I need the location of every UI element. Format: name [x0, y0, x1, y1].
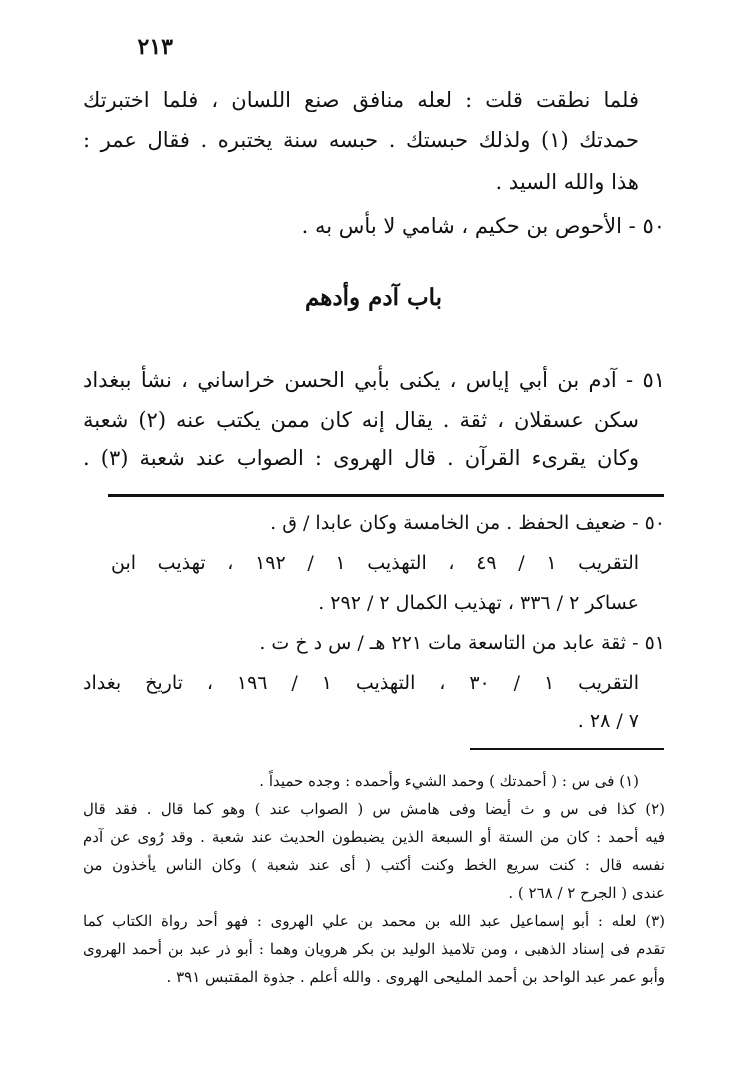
commentary-line: التقريب ١ / ٣٠ ، التهذيب ١ / ١٩٦ ، تاريخ بغداد [83, 672, 639, 694]
footnote-line: فيه أحمد : كان من الستة أو السبعة الذين يضبطون الحديث عند شعبة . وقد رُوى عن آدم [83, 828, 665, 846]
commentary-line: التقريب ١ / ٤٩ ، التهذيب ١ / ١٩٢ ، تهذيب ابن [111, 552, 640, 574]
footnote-line: (٣) لعله : أبو إسماعيل عبد الله بن محمد بن علي الهروى : فهو أحد رواة الكتاب كما [83, 912, 665, 930]
footnote-rule [470, 748, 664, 750]
divider-rule [108, 494, 664, 497]
footnote-line: وأبو عمر عبد الواحد بن أحمد المليحى الهروى . والله أعلم . جذوة المقتبس ٣٩١ . [166, 968, 665, 986]
footnote-line: (١) فى س : ( أحمدتك ) وحمد الشيء وأحمده : وجده حميداً . [259, 772, 639, 790]
commentary-line: ٧ / ٢٨ . [577, 710, 639, 732]
footnote-line: عندى ( الجرح ٢ / ٢٦٨ ) . [508, 884, 665, 902]
footnote-line: (٢) كذا فى س و ث أيضا وفى هامش س ( الصواب عند ) وهو كما قال . فقد قال [83, 800, 665, 818]
footnote-line: تقدم فى إسناد الذهبى ، ومن تلاميذ الوليد بن بكر هرويان وهما : أبو ذر عبد بن أحمد الهروى [83, 940, 665, 958]
main-text-line: حمدتك (١) ولذلك حبستك . حبسه سنة يختبره . فقال عمر : [83, 128, 639, 152]
commentary-line: ٥٠ - ضعيف الحفظ . من الخامسة وكان عابدا / ق . [270, 512, 665, 534]
section-heading: باب آدم وأدهم [304, 284, 443, 311]
entry-51-line: وكان يقرىء القرآن . قال الهروى : الصواب عند شعبة (٣) . [83, 446, 639, 470]
entry-51-line: ٥١ - آدم بن أبي إياس ، يكنى بأبي الحسن خراساني ، نشأ ببغداد [83, 368, 665, 392]
main-text-line: فلما نطقت قلت : لعله منافق صنع اللسان ، فلما اختبرتك [83, 88, 639, 112]
main-text-line: هذا والله السيد . [495, 170, 639, 194]
entry-51-line: سكن عسقلان ، ثقة . يقال إنه كان ممن يكتب عنه (٢) شعبة [83, 408, 639, 432]
commentary-line: ٥١ - ثقة عابد من التاسعة مات ٢٢١ هـ / س د خ ت . [259, 632, 665, 654]
commentary-line: عساكر ٢ / ٣٣٦ ، تهذيب الكمال ٢ / ٢٩٢ . [318, 592, 639, 614]
entry-50: ٥٠ - الأحوص بن حكيم ، شامي لا بأس به . [301, 214, 665, 238]
footnote-line: نفسه قال : كنت سريع الخط وكنت أكتب ( أى عند شعبة ) وكان الناس يأخذون من [83, 856, 665, 874]
page-number: ٢١٣ [137, 34, 173, 60]
